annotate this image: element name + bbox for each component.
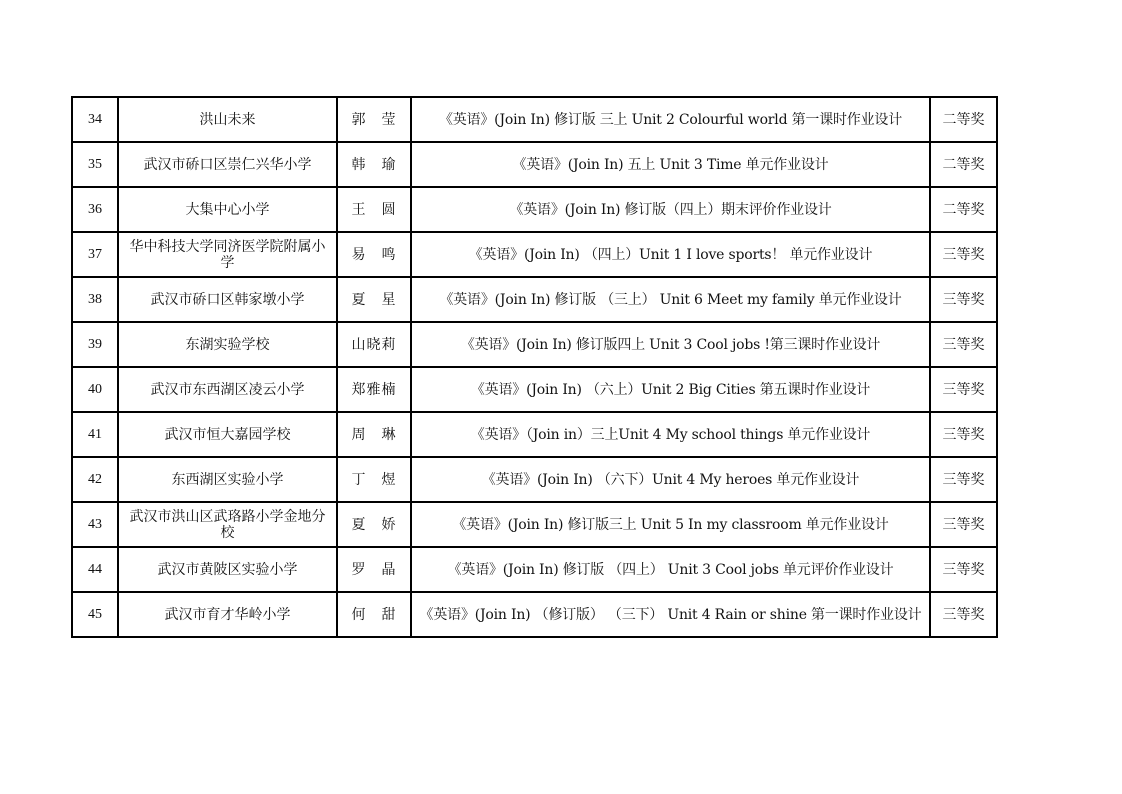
award-level: 三等奖 — [930, 547, 997, 592]
teacher-name: 韩 瑜 — [337, 142, 411, 187]
row-number: 42 — [72, 457, 118, 502]
teacher-name: 王 圆 — [337, 187, 411, 232]
table-row — [72, 187, 997, 232]
school-name: 武汉市恒大嘉园学校 — [118, 412, 337, 457]
row-number: 41 — [72, 412, 118, 457]
award-level: 三等奖 — [930, 322, 997, 367]
work-title: 《英语》(Join In) 修订版 （四上） Unit 3 Cool jobs 单元评价作业设计 — [411, 547, 930, 592]
table-row — [72, 142, 997, 187]
awards-table — [71, 96, 998, 638]
school-name: 武汉市洪山区武珞路小学金地分校 — [118, 502, 337, 547]
teacher-name: 丁 煜 — [337, 457, 411, 502]
work-title: 《英语》(Join In) （六下）Unit 4 My heroes 单元作业设计 — [411, 457, 930, 502]
teacher-name: 山晓莉 — [337, 322, 411, 367]
work-title: 《英语》(Join In) （修订版） （三下） Unit 4 Rain or shine 第一课时作业设计 — [411, 592, 930, 637]
row-number: 34 — [72, 97, 118, 142]
award-level: 三等奖 — [930, 502, 997, 547]
row-number: 38 — [72, 277, 118, 322]
school-name: 东湖实验学校 — [118, 322, 337, 367]
award-level: 三等奖 — [930, 412, 997, 457]
row-number: 43 — [72, 502, 118, 547]
school-name: 洪山未来 — [118, 97, 337, 142]
table-row — [72, 547, 997, 592]
row-number: 44 — [72, 547, 118, 592]
award-level: 二等奖 — [930, 142, 997, 187]
row-number: 39 — [72, 322, 118, 367]
school-name: 华中科技大学同济医学院附属小学 — [118, 232, 337, 277]
teacher-name: 何 甜 — [337, 592, 411, 637]
row-number: 45 — [72, 592, 118, 637]
teacher-name: 夏 娇 — [337, 502, 411, 547]
work-title: 《英语》(Join In) 五上 Unit 3 Time 单元作业设计 — [411, 142, 930, 187]
work-title: 《英语》(Join In) 修订版 （三上） Unit 6 Meet my family 单元作业设计 — [411, 277, 930, 322]
teacher-name: 易 鸣 — [337, 232, 411, 277]
work-title: 《英语》(Join In) （六上）Unit 2 Big Cities 第五课时作业设计 — [411, 367, 930, 412]
work-title: 《英语》(Join In) 修订版四上 Unit 3 Cool jobs !第三课时作业设计 — [411, 322, 930, 367]
table-row — [72, 232, 997, 277]
table-row — [72, 412, 997, 457]
school-name: 武汉市东西湖区凌云小学 — [118, 367, 337, 412]
table-row — [72, 97, 997, 142]
table-row — [72, 502, 997, 547]
award-level: 二等奖 — [930, 97, 997, 142]
school-name: 东西湖区实验小学 — [118, 457, 337, 502]
teacher-name: 周 琳 — [337, 412, 411, 457]
teacher-name: 夏 星 — [337, 277, 411, 322]
work-title: 《英语》(Join In) 修订版 三上 Unit 2 Colourful world 第一课时作业设计 — [411, 97, 930, 142]
award-level: 三等奖 — [930, 277, 997, 322]
table-row — [72, 592, 997, 637]
work-title: 《英语》(Join In) 修订版三上 Unit 5 In my classroom 单元作业设计 — [411, 502, 930, 547]
table-row — [72, 277, 997, 322]
row-number: 36 — [72, 187, 118, 232]
school-name: 大集中心小学 — [118, 187, 337, 232]
row-number: 37 — [72, 232, 118, 277]
table-row — [72, 457, 997, 502]
award-level: 三等奖 — [930, 457, 997, 502]
work-title: 《英语》(Join In) 修订版（四上）期末评价作业设计 — [411, 187, 930, 232]
teacher-name: 郑雅楠 — [337, 367, 411, 412]
school-name: 武汉市硚口区韩家墩小学 — [118, 277, 337, 322]
award-level: 二等奖 — [930, 187, 997, 232]
table-row — [72, 367, 997, 412]
award-level: 三等奖 — [930, 592, 997, 637]
teacher-name: 郭 莹 — [337, 97, 411, 142]
work-title: 《英语》(Join In) （四上）Unit 1 I love sports！ 单元作业设计 — [411, 232, 930, 277]
row-number: 35 — [72, 142, 118, 187]
awards-table-body — [72, 97, 997, 637]
school-name: 武汉市育才华岭小学 — [118, 592, 337, 637]
table-row — [72, 322, 997, 367]
award-level: 三等奖 — [930, 232, 997, 277]
row-number: 40 — [72, 367, 118, 412]
work-title: 《英语》（Join in）三上Unit 4 My school things 单元作业设计 — [411, 412, 930, 457]
school-name: 武汉市黄陂区实验小学 — [118, 547, 337, 592]
teacher-name: 罗 晶 — [337, 547, 411, 592]
school-name: 武汉市硚口区崇仁兴华小学 — [118, 142, 337, 187]
award-level: 三等奖 — [930, 367, 997, 412]
